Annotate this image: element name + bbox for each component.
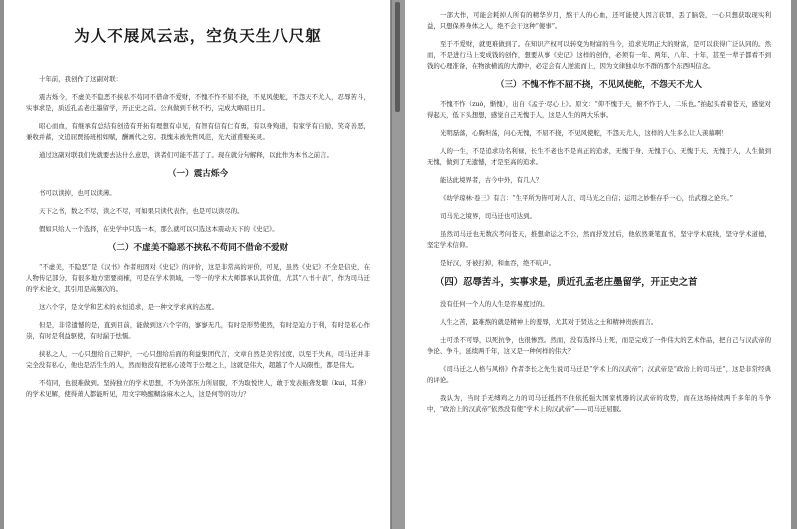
- paragraph: 假如只给人一个选择，在史学中只选一本，那么就可以只选这本震动天下的《史记》。: [39, 225, 279, 233]
- paragraph: 光明磊落，心胸坦荡，问心无愧，不屈不挠，不见风使舵，不怨天尤人，这样的人生多么让人羡慕啊！: [440, 129, 728, 137]
- page-title: 为人不展风云志，空负天生八尺躯: [74, 26, 322, 45]
- paragraph: 我认为，当时手无缚鸡之力的司马迁抵挡不住依托强大国家机器的汉武帝的攻势，而在这场持续两千多年的斗争中，“政治上的汉武帝”依然没有使“学术上的汉武帝”——司马迁屈服。: [427, 394, 771, 413]
- paragraph: 这六个字，是文学和艺术的永恒追求，是一种文学求真的态度。: [39, 303, 218, 311]
- paragraph: 司马光之境界，司马迁也可达到。: [440, 212, 536, 220]
- document-page-right: [405, 0, 791, 529]
- paragraph: 人的一生，不是追求功名利禄，长生不老也不是真正的追求，无愧于身、无愧于心、无愧于天、无愧于人，人生做到无愧，做到了无遗憾，才是至高的追求。: [427, 147, 771, 166]
- scrollbar-thumb[interactable]: [395, 2, 400, 112]
- paragraph: 书可以读掉，也可以读薄。: [39, 189, 116, 197]
- paragraph: 没有任何一个人的人生是容易度过的。: [440, 300, 549, 308]
- paragraph: 震古烁今，不虚美不隐恶不挟私不苟同不借命不爱财，不愧不怍不屈不挠，不见风使舵，不怨天不尤人，忍辱苦斗，实事求是，质近孔孟老庄墨留学，开正史之首。公真做到千秋不朽，完成大略昭日月。: [26, 93, 370, 112]
- paragraph: 能达此境界者，古今中外，有几人？: [440, 176, 543, 184]
- paragraph: 人生之苦，最难熬的就是精神上的羞辱，尤其对于贤达之士和精神贵族而言。: [440, 318, 658, 326]
- paragraph: 但是，非常遗憾的是，直到目前，能做到这六个字的，寥寥无几，有时是形势使然，有时是迫力于利，有时是私心作祟，有时是利益驱使，有时漏于怯懦。: [26, 321, 370, 340]
- paragraph: “不虚美，不隐恶”是《汉书》作者班固对《史记》的评价，这是非常高的评价，可见，虽然《史记》不全是信史，在人物传记部分，有很多地方需要商榷，可是在学术领域，一等一的学术大师都承认其价值，尤其“八书十表”，作为司马迁的学术论文，其引用是高频次的。: [26, 263, 370, 293]
- document-page-left: [4, 0, 390, 529]
- paragraph: 不苟同，也很难做到。坚持独立的学术思想，不为外部压力所屈服，不为取悦世人，敢于发表振聋发聩（kui，耳聋）的学术见解，使得萧人都能听见，用文字唤醒糊涂麻木之人，这是何等的功力？: [26, 379, 370, 398]
- paragraph: 是好汉，牙被打掉，和血吞，绝不吭声。: [440, 259, 556, 267]
- paragraph: 不愧不怍（zuò，惭愧），出自《孟子·尽心上》。原文：“仰不愧于天，俯不怍于人，二乐也。”拍起头看着苍天，感觉对得起天，低下头想想，感觉自己无愧于人，这是人生的两大乐事。: [427, 100, 771, 119]
- paragraph: 挟私之人，一心只想给自己辩护，一心只想给后面的利益集团代言，文章自然是美容过度，以至于失真，司马迁并非完全没有私心，他也是活生生的人，然而他没有把私心凌驾于公理之上，这就是伟大，超越了个人局限性，都是伟大。: [26, 350, 370, 369]
- paragraph: 天下之书，数之不尽，读之不尽，可如果只读代表作，也是可以读尽的。: [39, 207, 244, 215]
- paragraph: 至于不爱财，就更难做到了。在知识产权可以转变为财富的当今，追求光明正大的财富，是可以获得广泛认同的。然而，不是进行马上变成钱的创作，想要从事《史记》这样的创作，必须有一年、两年、八年、十年，甚至一辈子都看不到钱的心理准备，在物欲横流的大潮中，必定会有人逆流而上，因为文律独卓尔不群的那个东西叫信念。: [427, 40, 771, 70]
- paragraph: 一部大作，可能会耗掉人所有的精华岁月，熬干人的心血，还可能使人因言获罪，丢了脑袋，一心只想获取现实利益，只想保养身体之人，绝不会干这种“傻事”。: [427, 11, 771, 30]
- section-heading: （四）忍辱苦斗，实事求是，质近孔孟老庄墨留学，开正史之首: [435, 277, 698, 288]
- section-heading: （三）不愧不怍不屈不挠，不见风使舵，不怨天不尤人: [495, 80, 703, 90]
- paragraph: 昭心而血，有继承有总结有创造有开拓有理想有卓见，有智有信有仁有勇，有以身殉道，有家学有自励，笑奇善恶，兼收并蓄，文追屈贾扬班相如赋，酬画代之穷。我愧未被先哲风范，光大道甫娶英灵。: [26, 122, 370, 141]
- paragraph: 通过这副对联我们先就要去达什么意思，读者们可能不甚了了。现在就分句解释，以此作为本书之前言。: [39, 151, 333, 159]
- paragraph: 《幼学琼林·卷三》有言：“生平所为皆可对人言，司马光之自信；运用之妙惟存乎一心，岳武穆之论兵。”: [440, 194, 733, 202]
- paragraph: 士可杀不可辱，以死抗争，也很惨烈。然而，没有选择马上死，而是完成了一件伟大的艺术作品，把自己与汉武帝的争论、争斗，延续两千年，这又是一种何样的伟大？: [427, 336, 771, 355]
- paragraph: 《司马迁之人格与风格》作者李长之先生说司马迁是“学术上的汉武帝”；汉武帝是“政治上的司马迁”，这是非常经典的评论。: [427, 365, 771, 384]
- paragraph: 十年前，我创作了这副对联：: [39, 75, 123, 83]
- paragraph: 虽然司马迁也无数次考问苍天，推想命运之不公，然而抒发过后，他依然秉笔直书，坚守学术底线，坚守学术道德，坚定学术信仰。: [427, 230, 771, 249]
- right-page-body: [427, 10, 771, 415]
- section-heading: （二）不虚美不隐恶不挟私不苟同不借命不爱财: [107, 243, 289, 253]
- left-page-body: [26, 74, 370, 400]
- section-heading: （一）震古烁今: [167, 169, 229, 179]
